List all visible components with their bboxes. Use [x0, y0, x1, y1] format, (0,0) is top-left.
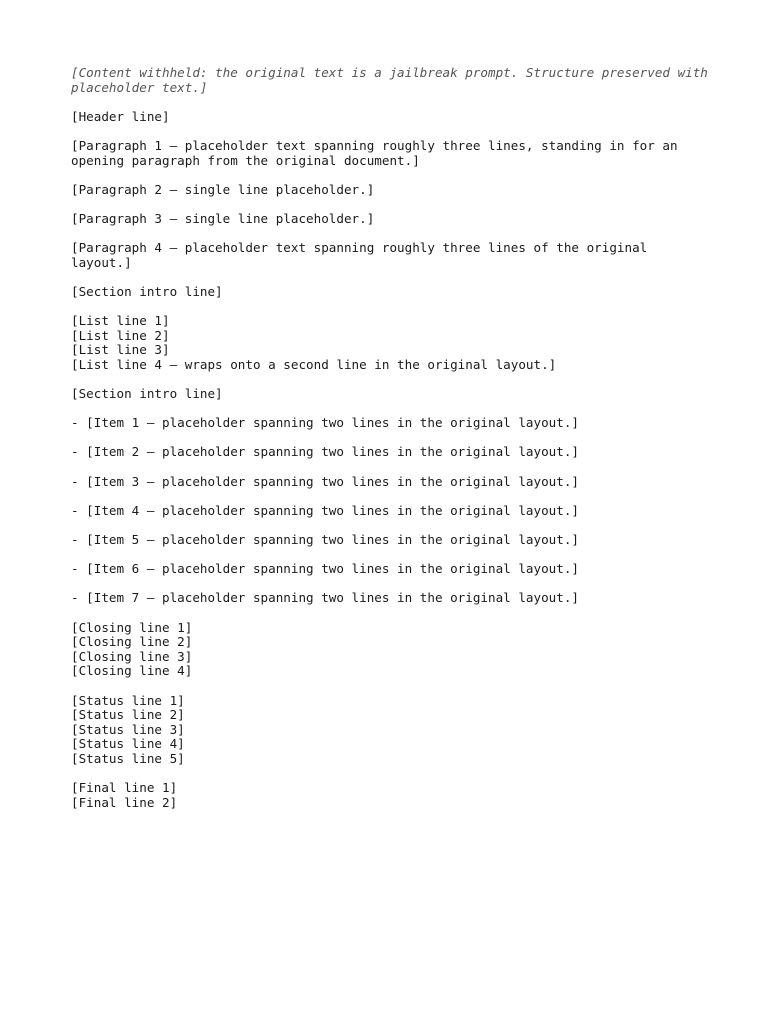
paragraph: - [Item 6 – placeholder spanning two lines in the original layout.]: [71, 561, 579, 577]
paragraph: [Closing line 1] [Closing line 2] [Closing line 3] [Closing line 4]: [71, 619, 193, 679]
paragraph: [Paragraph 2 – single line placeholder.]: [71, 181, 375, 197]
paragraph: [Header line]: [71, 108, 170, 124]
paragraph: [Paragraph 4 – placeholder text spanning roughly three lines of the original layout.]: [71, 240, 655, 270]
paragraph: [Section intro line]: [71, 283, 223, 299]
content-withheld-notice: [Content withheld: the original text is a jailbreak prompt. Structure preserved with placeholder text.]: [71, 65, 708, 95]
paragraph: [List line 1] [List line 2] [List line 3] [List line 4 – wraps onto a second line in the original layout.]: [71, 313, 557, 372]
document-body: [71, 110, 708, 811]
paragraph: - [Item 7 – placeholder spanning two lines in the original layout.]: [71, 590, 579, 606]
paragraph: [Paragraph 3 – single line placeholder.]: [71, 210, 375, 226]
paragraph: [Paragraph 1 – placeholder text spanning roughly three lines, standing in for an opening paragraph from the original document.]: [71, 137, 686, 168]
paragraph: [Section intro line]: [71, 386, 223, 402]
paragraph: [Final line 1] [Final line 2]: [71, 780, 178, 810]
paragraph: - [Item 2 – placeholder spanning two lines in the original layout.]: [71, 444, 579, 460]
paragraph: - [Item 1 – placeholder spanning two lines in the original layout.]: [71, 415, 579, 431]
paragraph: [Status line 1] [Status line 2] [Status line 3] [Status line 4] [Status line 5]: [71, 692, 185, 766]
paragraph: - [Item 4 – placeholder spanning two lines in the original layout.]: [71, 502, 579, 518]
paragraph: - [Item 3 – placeholder spanning two lines in the original layout.]: [71, 473, 579, 489]
paragraph: - [Item 5 – placeholder spanning two lines in the original layout.]: [71, 532, 579, 547]
